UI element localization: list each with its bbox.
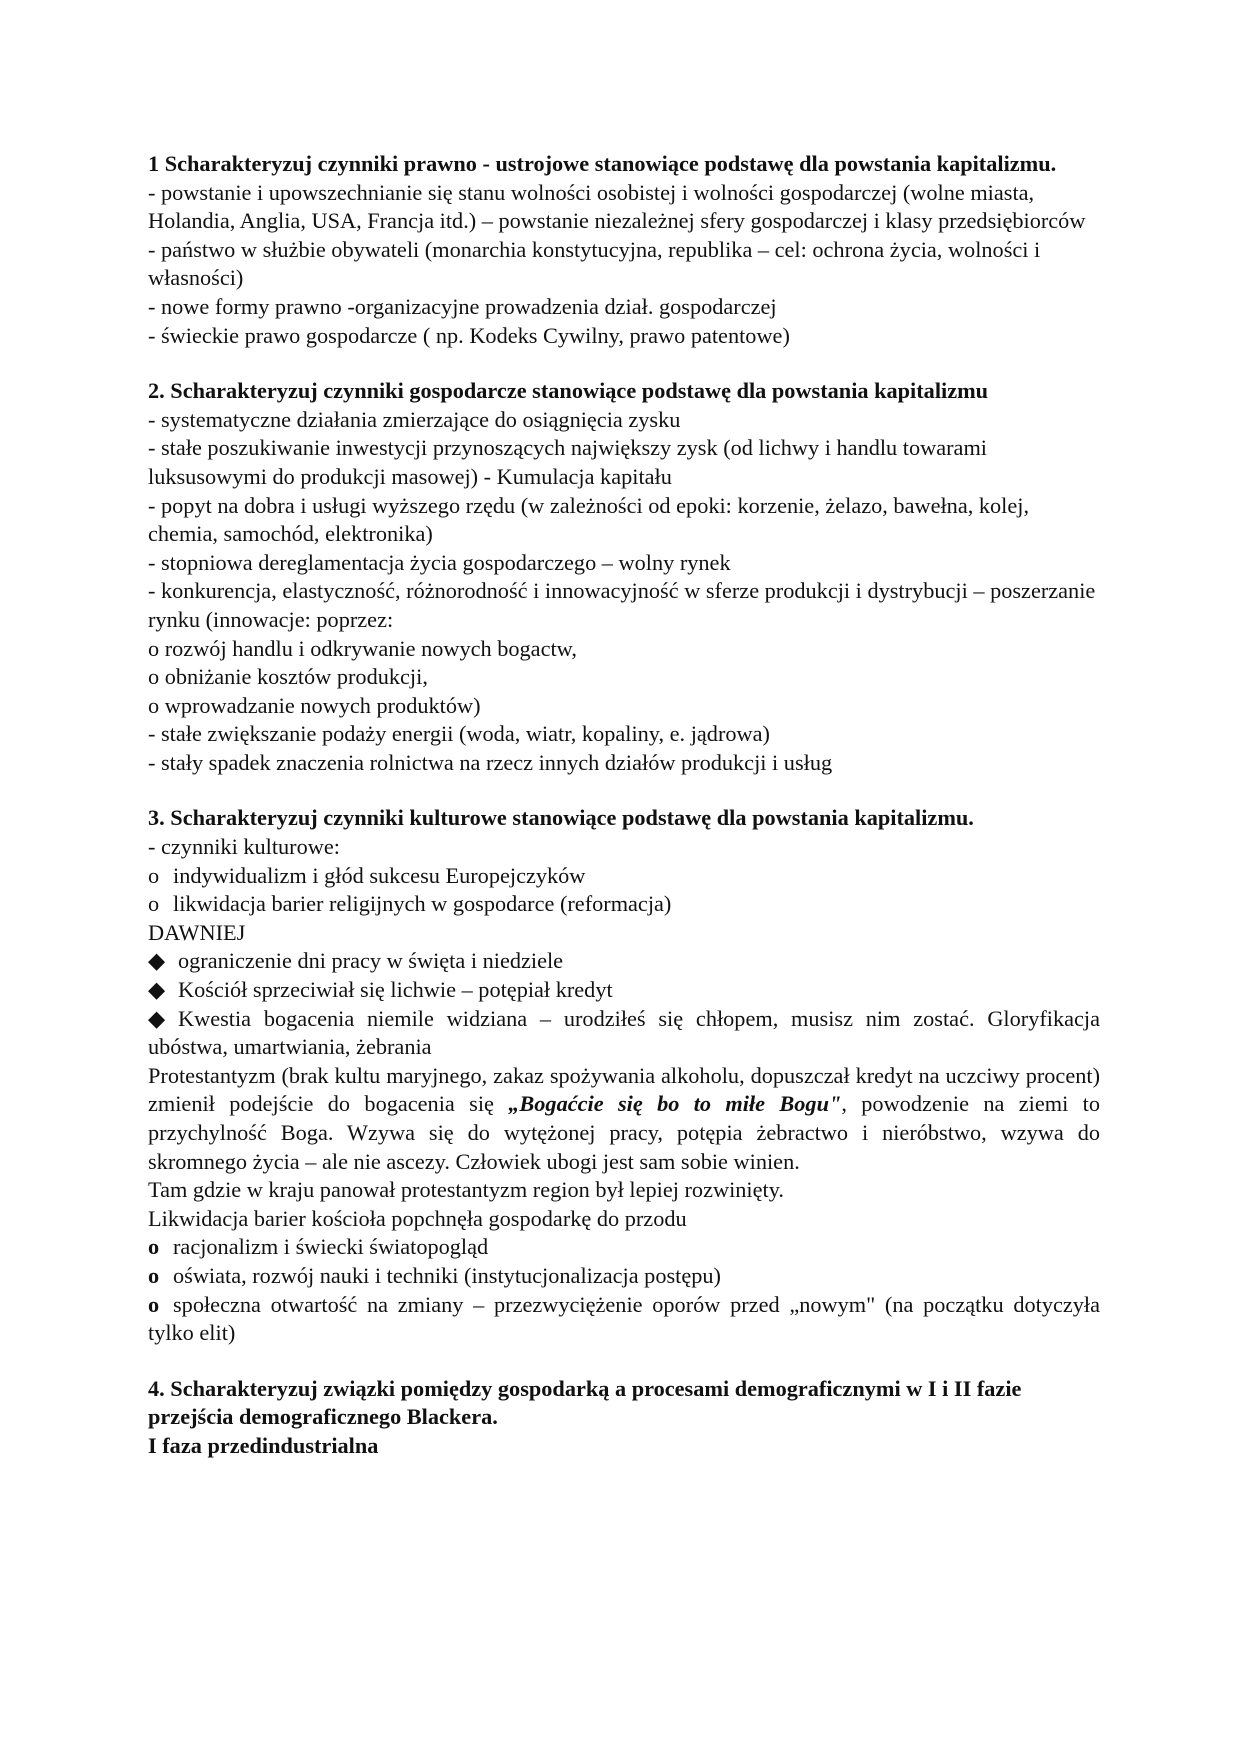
s2-line-9: - stałe zwiększanie podaży energii (woda, wiatr, kopaliny, e. jądrowa) — [148, 721, 770, 747]
s3-o2-item-1 — [148, 1233, 1100, 1262]
question-4-heading: 4. Scharakteryzuj związki pomiędzy gospodarką a procesami demograficznymi w I i II fazie przejścia demograficznego Blackera. — [148, 1375, 1022, 1430]
s3-o2-item-1-text: racjonalizm i świecki światopogląd — [173, 1234, 489, 1260]
s3-o-item-1 — [148, 862, 1100, 891]
circle-bullet-icon: o — [148, 862, 160, 888]
s3-o2-item-3 — [148, 1291, 1100, 1348]
s1-line-1: - powstanie i upowszechnianie się stanu wolności osobistej i wolności gospodarczej (wolne miasta, Holandia, Anglia, USA, Francja itd.) – powstanie niezależnej sfery gospodarczej i klasy przedsiębiorców — [148, 179, 1086, 234]
s3-o2-item-2 — [148, 1262, 1100, 1291]
s4-subheading: I faza przedindustrialna — [148, 1432, 379, 1458]
s3-dawniej: DAWNIEJ — [148, 919, 246, 945]
s2-line-1: - systematyczne działania zmierzające do osiągnięcia zysku — [148, 406, 681, 432]
s2-line-4: - stopniowa dereglamentacja życia gospodarczego – wolny rynek — [148, 549, 731, 575]
s3-diamond-item-2 — [148, 976, 1100, 1005]
s2-line-7: o obniżanie kosztów produkcji, — [148, 664, 428, 690]
s3-diamond-item-1-text: ograniczenie dni pracy w święta i niedziele — [178, 948, 564, 974]
circle-bullet-icon: o — [148, 1291, 160, 1317]
s2-line-2: - stałe poszukiwanie inwestycji przynoszących największy zysk (od lichwy i handlu towarami luksusowymi do produkcji masowej) - Kumulacja kapitału — [148, 435, 987, 489]
s3-diamond-item-3 — [148, 1005, 1100, 1062]
section-1 — [148, 150, 1100, 350]
circle-bullet-icon: o — [148, 1234, 160, 1260]
s2-line-10: - stały spadek znaczenia rolnictwa na rzecz innych działów produkcji i usług — [148, 749, 833, 775]
s3-protestant-text-a: Protestantyzm (brak kultu maryjnego, zakaz spożywania alkoholu, dopuszczał kredyt na uczciwy procent) zmienił podejście do bogacenia się — [148, 1062, 1100, 1117]
s1-line-2: - państwo w służbie obywateli (monarchia konstytucyjna, republika – cel: ochrona życia, wolności i własności) — [148, 236, 1041, 291]
section-3 — [148, 804, 1100, 1347]
s3-o-item-2-text: likwidacja barier religijnych w gospodarce (reformacja) — [173, 891, 672, 917]
diamond-bullet-icon: ◆ — [148, 1005, 166, 1031]
s2-line-3: - popyt na dobra i usługi wyższego rzędu (w zależności od epoki: korzenie, żelazo, bawełna, kolej, chemia, samochód, elektronika) — [148, 492, 1030, 547]
section-2 — [148, 377, 1100, 777]
question-1-heading: 1 Scharakteryzuj czynniki prawno - ustrojowe stanowiące podstawę dla powstania kapitalizmu. — [148, 151, 1057, 176]
s2-line-5: - konkurencja, elastyczność, różnorodność i innowacyjność w sferze produkcji i dystrybucji – poszerzanie rynku (innowacje: poprzez: — [148, 578, 1096, 632]
section-4 — [148, 1375, 1100, 1461]
circle-bullet-icon: o — [148, 1262, 160, 1288]
s3-after-line-1: Tam gdzie w kraju panował protestantyzm region był lepiej rozwinięty. — [148, 1177, 784, 1203]
s3-intro: - czynniki kulturowe: — [148, 834, 340, 860]
s3-protestant-text-b: , powodzenie na ziemi to przychylność Boga. Wzywa się do wytężonej pracy, potępia żebractwo i nieróbstwo, wzywa do skromnego życia – ale nie ascezy. Człowiek ubogi jest sam sobie winien. — [148, 1091, 1100, 1174]
question-3-heading: 3. Scharakteryzuj czynniki kulturowe stanowiące podstawę dla powstania kapitalizmu. — [148, 805, 974, 831]
s3-diamond-item-3-text: Kwestia bogacenia niemile widziana – urodziłeś się chłopem, musisz nim zostać. Gloryfikacja ubóstwa, umartwiania, żebrania — [148, 1005, 1100, 1060]
s2-line-8: o wprowadzanie nowych produktów) — [148, 692, 481, 718]
s3-diamond-item-1 — [148, 947, 1100, 976]
s3-after-line-2: Likwidacja barier kościoła popchnęła gospodarkę do przodu — [148, 1205, 687, 1231]
s3-protestant-quote: „Bogaćcie się bo to miłe Bogu" — [508, 1091, 842, 1117]
s1-line-4: - świeckie prawo gospodarcze ( np. Kodeks Cywilny, prawo patentowe) — [148, 322, 790, 348]
s3-o-item-2 — [148, 890, 1100, 919]
s3-o2-item-3-text: społeczna otwartość na zmiany – przezwyciężenie oporów przed „nowym" (na początku dotyczyła tylko elit) — [148, 1291, 1100, 1346]
s3-protestant-paragraph — [148, 1062, 1100, 1176]
circle-bullet-icon: o — [148, 891, 160, 917]
s1-line-3: - nowe formy prawno -organizacyjne prowadzenia dział. gospodarczej — [148, 293, 777, 319]
diamond-bullet-icon: ◆ — [148, 948, 166, 974]
s3-o2-item-2-text: oświata, rozwój nauki i techniki (instytucjonalizacja postępu) — [173, 1262, 721, 1288]
question-2-heading: 2. Scharakteryzuj czynniki gospodarcze stanowiące podstawę dla powstania kapitalizmu — [148, 378, 989, 404]
s3-o-item-1-text: indywidualizm i głód sukcesu Europejczyków — [173, 862, 586, 888]
diamond-bullet-icon: ◆ — [148, 977, 166, 1003]
s3-diamond-item-2-text: Kościół sprzeciwiał się lichwie – potępiał kredyt — [178, 977, 613, 1003]
s2-line-6: o rozwój handlu i odkrywanie nowych bogactw, — [148, 635, 577, 661]
